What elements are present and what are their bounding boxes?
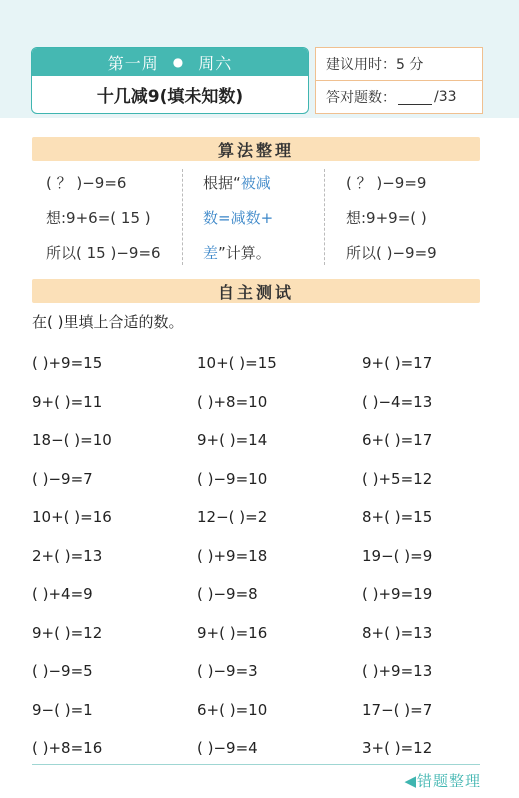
- exercise-item[interactable]: ( )−9=5: [32, 662, 93, 681]
- rule-operator: +: [260, 208, 274, 227]
- rule-keyword: 差: [203, 244, 219, 262]
- rule-text: 根据“: [203, 174, 241, 192]
- exercise-row: [32, 652, 480, 691]
- exercise-item[interactable]: 12−( )=2: [197, 508, 268, 527]
- algo-middle-line: [203, 235, 273, 270]
- exercise-item[interactable]: ( )−4=13: [362, 392, 433, 411]
- algo-middle-line: [203, 165, 273, 200]
- exercise-item[interactable]: ( )−9=10: [197, 469, 268, 488]
- arrow-left-icon: ◀: [404, 772, 417, 790]
- algo-right-column: [346, 165, 437, 269]
- exercise-item[interactable]: 10+( )=16: [32, 508, 112, 527]
- exercise-row: [32, 729, 480, 768]
- score-row: [316, 81, 482, 113]
- score-label: 答对题数：: [326, 90, 396, 106]
- algo-right-line: 想:9+9=( ): [346, 209, 427, 227]
- exercise-item[interactable]: ( )+9=13: [362, 662, 433, 681]
- exercise-item[interactable]: 6+( )=10: [197, 700, 268, 719]
- error-review-label: 错题整理: [416, 772, 481, 790]
- exercise-item[interactable]: ( )+9=15: [32, 354, 103, 373]
- exercise-item[interactable]: ( )−9=3: [197, 662, 258, 681]
- bottom-divider: [32, 764, 480, 765]
- exercise-item[interactable]: ( )+9=18: [197, 546, 268, 565]
- exercise-grid: [32, 344, 480, 768]
- exercise-item[interactable]: 17−( )=7: [362, 700, 433, 719]
- rule-keyword: 减数: [230, 209, 261, 227]
- info-box: [315, 47, 483, 114]
- exercise-item[interactable]: ( )+8=16: [32, 739, 103, 758]
- exercise-item[interactable]: ( )−9=7: [32, 469, 93, 488]
- rule-text: ”计算。: [218, 244, 271, 262]
- algorithm-box: [32, 165, 480, 269]
- algo-right-line: 所以( )−9=9: [346, 244, 437, 262]
- exercise-item[interactable]: ( )+5=12: [362, 469, 433, 488]
- exercise-row: [32, 614, 480, 653]
- section-test-title: 自主测试: [32, 279, 480, 303]
- bullet-dot-icon: ●: [172, 55, 185, 69]
- exercise-row: [32, 691, 480, 730]
- exercise-item[interactable]: 9+( )=12: [32, 623, 103, 642]
- algo-left-column: [46, 165, 161, 269]
- exercise-row: [32, 421, 480, 460]
- exercise-item[interactable]: 10+( )=15: [197, 354, 277, 373]
- exercise-item[interactable]: 9+( )=16: [197, 623, 268, 642]
- section-algorithm-title: 算法整理: [32, 137, 480, 161]
- exercise-item[interactable]: ( )+9=19: [362, 585, 433, 604]
- score-blank[interactable]: [398, 90, 432, 105]
- exercise-row: [32, 537, 480, 576]
- score-total: /33: [434, 89, 457, 105]
- exercise-item[interactable]: ( )−9=4: [197, 739, 258, 758]
- rule-operator: =: [218, 208, 231, 227]
- rule-keyword: 数: [203, 209, 219, 227]
- exercise-item[interactable]: 6+( )=17: [362, 431, 433, 450]
- exercise-row: [32, 460, 480, 499]
- exercise-item[interactable]: 9+( )=11: [32, 392, 103, 411]
- divider: [324, 169, 325, 265]
- error-review-link[interactable]: [404, 770, 481, 791]
- exercise-item[interactable]: 9+( )=14: [197, 431, 268, 450]
- exercise-item[interactable]: 9+( )=17: [362, 354, 433, 373]
- exercise-item[interactable]: 8+( )=13: [362, 623, 433, 642]
- suggested-time-text: 建议用时：5 分: [326, 57, 424, 73]
- algo-middle-line: [203, 200, 273, 235]
- lesson-title: 十几减9(填未知数): [96, 87, 244, 107]
- exercise-item[interactable]: ( )−9=8: [197, 585, 258, 604]
- exercise-item[interactable]: 19−( )=9: [362, 546, 433, 565]
- week-header: [32, 48, 308, 76]
- exercise-item[interactable]: 8+( )=15: [362, 508, 433, 527]
- week-card: [31, 47, 309, 114]
- exercise-row: [32, 383, 480, 422]
- exercise-row: [32, 344, 480, 383]
- suggested-time: [316, 48, 482, 81]
- algo-left-line: 想:9+6=( 15 ): [46, 209, 151, 227]
- exercise-row: [32, 498, 480, 537]
- exercise-item[interactable]: 9−( )=1: [32, 700, 93, 719]
- day-label: 周六: [198, 53, 233, 73]
- week-label: 第一周: [107, 53, 159, 73]
- divider: [182, 169, 183, 265]
- exercise-item[interactable]: ( )+4=9: [32, 585, 93, 604]
- exercise-item[interactable]: 2+( )=13: [32, 546, 103, 565]
- exercise-item[interactable]: 18−( )=10: [32, 431, 112, 450]
- test-instruction: 在( )里填上合适的数。: [32, 313, 184, 331]
- algo-left-line: 所以( 15 )−9=6: [46, 244, 161, 262]
- algo-left-line: ( ？ )−9=6: [46, 174, 127, 192]
- exercise-item[interactable]: ( )+8=10: [197, 392, 268, 411]
- exercise-row: [32, 575, 480, 614]
- exercise-item[interactable]: 3+( )=12: [362, 739, 433, 758]
- rule-keyword: 被减: [240, 174, 271, 192]
- algo-right-line: ( ？ )−9=9: [346, 174, 427, 192]
- algo-middle-column: [203, 165, 273, 269]
